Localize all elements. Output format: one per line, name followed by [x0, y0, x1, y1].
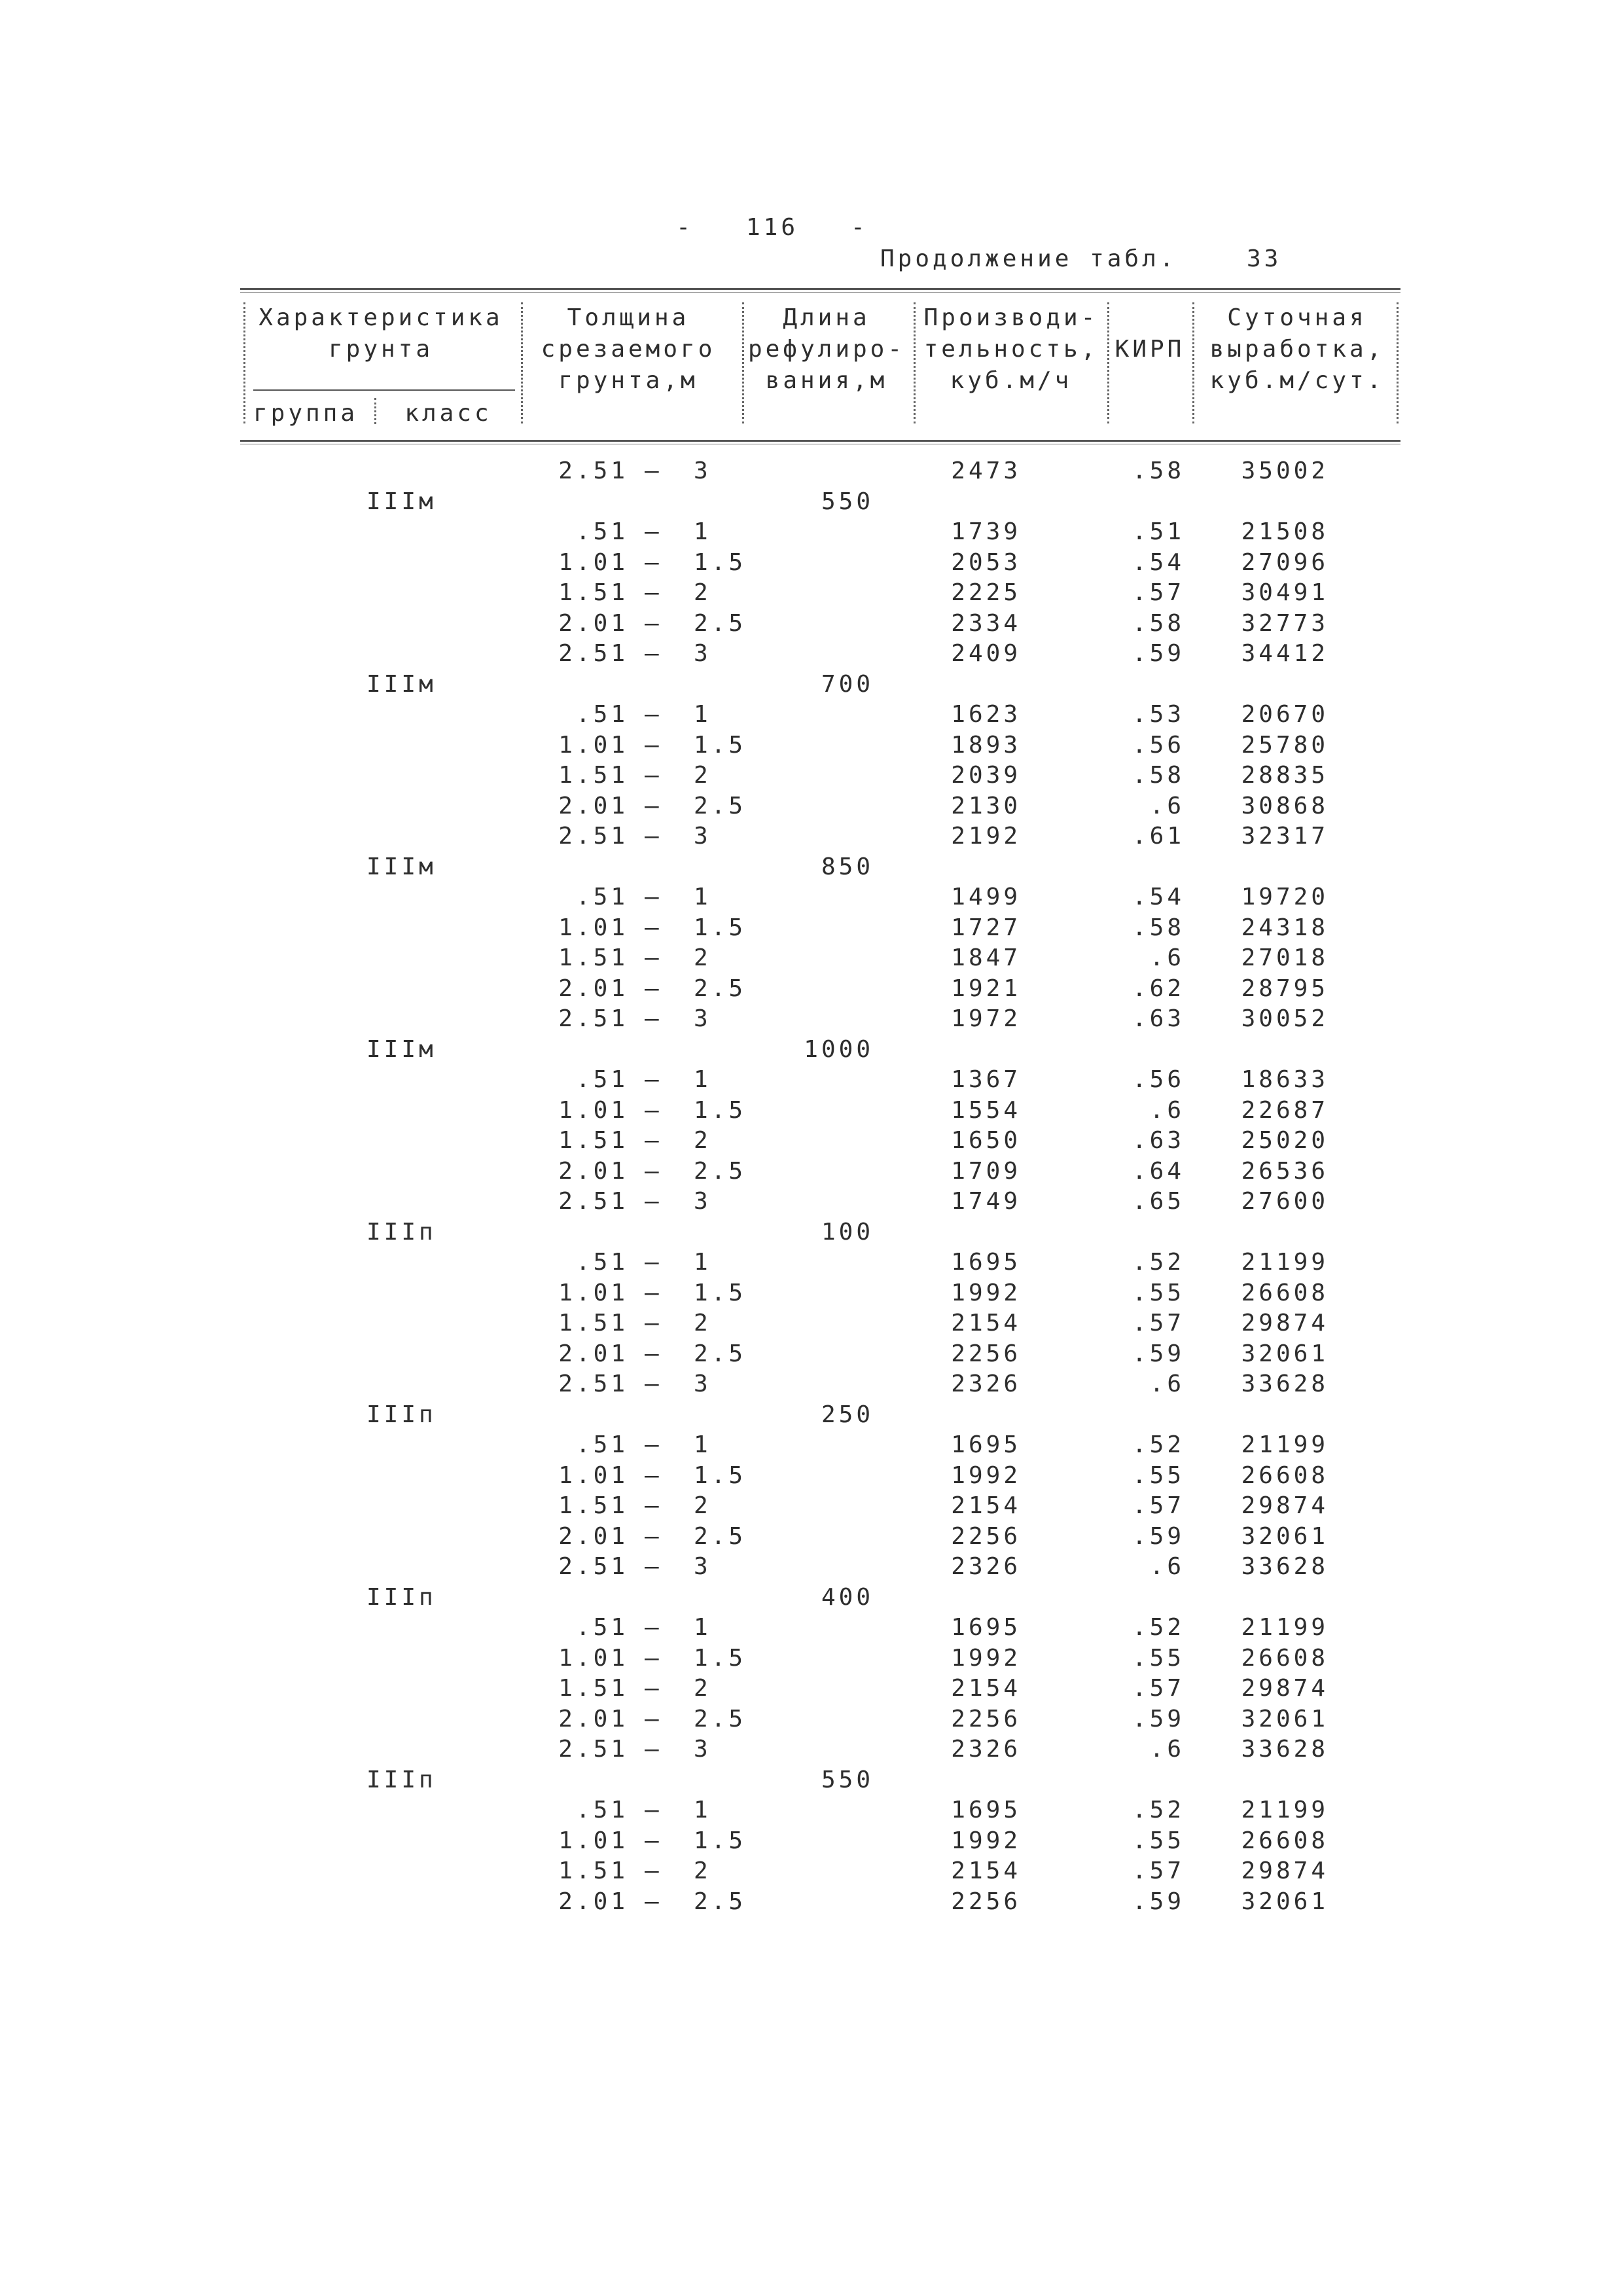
kirp-value: .6: [1149, 1553, 1185, 1580]
thickness-from: 2.51: [558, 1005, 628, 1032]
productivity-value: 2326: [951, 1371, 1021, 1397]
daily-output-value: 25780: [1241, 731, 1329, 759]
productivity-value: 1992: [951, 1827, 1021, 1854]
thickness-to: 2: [694, 579, 711, 606]
thickness-to: 2.5: [694, 1157, 747, 1185]
daily-output-value: 32773: [1241, 609, 1329, 637]
table-continuation-label: Продолжение табл.: [880, 245, 1177, 272]
thickness-to: 3: [694, 640, 711, 667]
productivity-value: 2053: [951, 548, 1021, 576]
range-dash: –: [645, 1096, 662, 1124]
refulation-length: 400: [821, 1583, 874, 1611]
range-dash: –: [645, 1797, 662, 1823]
daily-output-value: 26608: [1241, 1644, 1329, 1672]
thickness-to: 1.5: [694, 1827, 747, 1854]
daily-output-value: 26608: [1241, 1462, 1329, 1489]
daily-output-value: 32061: [1241, 1705, 1329, 1732]
thickness-to: 1.5: [694, 548, 747, 576]
kirp-value: .57: [1132, 1310, 1185, 1336]
daily-output-value: 21199: [1241, 1249, 1329, 1276]
productivity-value: 1650: [951, 1127, 1021, 1154]
range-dash: –: [645, 548, 662, 576]
header-productivity-line3: куб.м/ч: [950, 367, 1073, 394]
refulation-length: 550: [821, 1766, 874, 1793]
column-divider: [1107, 302, 1109, 423]
productivity-value: 1972: [951, 1005, 1021, 1032]
daily-output-value: 25020: [1241, 1127, 1329, 1154]
thickness-from: 1.01: [558, 1827, 628, 1854]
productivity-value: 1992: [951, 1644, 1021, 1672]
kirp-value: .55: [1132, 1279, 1185, 1306]
productivity-value: 1739: [951, 518, 1021, 545]
productivity-value: 2154: [951, 1857, 1021, 1884]
thickness-from: 2.51: [558, 1188, 628, 1215]
range-dash: –: [645, 1127, 662, 1154]
soil-class-label: IIIп: [366, 1583, 437, 1611]
kirp-value: .55: [1132, 1644, 1185, 1672]
header-productivity-line2: тельность,: [923, 336, 1099, 363]
thickness-to: 2.5: [694, 1340, 747, 1367]
daily-output-value: 27600: [1241, 1188, 1329, 1215]
thickness-to: 1.5: [694, 1096, 747, 1124]
daily-output-value: 26536: [1241, 1157, 1329, 1185]
thickness-from: 1.01: [558, 731, 628, 759]
header-group: группа: [253, 400, 359, 427]
thickness-from: 2.01: [558, 609, 628, 637]
thickness-from: 1.51: [558, 944, 628, 971]
range-dash: –: [645, 1644, 662, 1672]
thickness-from: .51: [575, 518, 628, 545]
header-top-rule: [240, 288, 1400, 290]
kirp-value: .57: [1132, 1857, 1185, 1884]
daily-output-value: 29874: [1241, 1492, 1329, 1519]
column-divider: [521, 302, 523, 423]
thickness-to: 3: [694, 1553, 711, 1580]
thickness-from: .51: [575, 1431, 628, 1458]
kirp-value: .6: [1149, 792, 1185, 819]
soil-class-label: IIIм: [366, 670, 437, 698]
header-length: Длина: [783, 304, 870, 331]
table-number: 33: [1247, 245, 1282, 272]
thickness-from: 1.01: [558, 1644, 628, 1672]
productivity-value: 1695: [951, 1431, 1021, 1458]
thickness-to: 2: [694, 762, 711, 789]
productivity-value: 2409: [951, 640, 1021, 667]
thickness-from: 1.51: [558, 1675, 628, 1702]
thickness-from: 1.01: [558, 548, 628, 576]
kirp-value: .56: [1132, 731, 1185, 759]
thickness-to: 2.5: [694, 1522, 747, 1550]
kirp-value: .58: [1132, 609, 1185, 637]
thickness-to: 1.5: [694, 1462, 747, 1489]
thickness-from: 1.01: [558, 914, 628, 941]
productivity-value: 2256: [951, 1522, 1021, 1550]
kirp-value: .52: [1132, 1614, 1185, 1641]
thickness-from: 2.01: [558, 1888, 628, 1915]
range-dash: –: [645, 518, 662, 545]
thickness-from: 1.51: [558, 1492, 628, 1519]
productivity-value: 2326: [951, 1553, 1021, 1580]
kirp-value: .63: [1132, 1127, 1185, 1154]
range-dash: –: [645, 823, 662, 850]
refulation-length: 1000: [804, 1035, 874, 1063]
thickness-from: 1.01: [558, 1462, 628, 1489]
header-characteristic-line2: грунта: [328, 336, 434, 363]
group-class-divider: [374, 398, 376, 424]
thickness-to: 1: [694, 1249, 711, 1276]
kirp-value: .57: [1132, 579, 1185, 606]
kirp-value: .6: [1149, 1736, 1185, 1763]
header-characteristic: Характеристика: [259, 304, 503, 331]
daily-output-value: 29874: [1241, 1675, 1329, 1702]
productivity-value: 2039: [951, 762, 1021, 789]
page-number: - 116 -: [676, 214, 868, 241]
thickness-from: 2.51: [558, 1371, 628, 1397]
soil-class-label: IIIп: [366, 1218, 437, 1246]
range-dash: –: [645, 1066, 662, 1093]
range-dash: –: [645, 1249, 662, 1276]
thickness-to: 2: [694, 944, 711, 971]
productivity-value: 2326: [951, 1736, 1021, 1763]
range-dash: –: [645, 701, 662, 728]
column-divider: [1397, 302, 1399, 423]
range-dash: –: [645, 1857, 662, 1884]
thickness-to: 2: [694, 1492, 711, 1519]
daily-output-value: 19720: [1241, 884, 1329, 910]
daily-output-value: 35002: [1241, 457, 1329, 484]
productivity-value: 2256: [951, 1705, 1021, 1732]
thickness-from: 2.01: [558, 1522, 628, 1550]
thickness-to: 3: [694, 1371, 711, 1397]
thickness-to: 1: [694, 1066, 711, 1093]
productivity-value: 1749: [951, 1188, 1021, 1215]
productivity-value: 1992: [951, 1279, 1021, 1306]
kirp-value: .59: [1132, 1705, 1185, 1732]
kirp-value: .54: [1132, 548, 1185, 576]
thickness-to: 1: [694, 701, 711, 728]
daily-output-value: 32061: [1241, 1522, 1329, 1550]
range-dash: –: [645, 579, 662, 606]
soil-class-label: IIIм: [366, 488, 437, 515]
productivity-value: 2473: [951, 457, 1021, 484]
thickness-from: 2.51: [558, 1553, 628, 1580]
header-class: класс: [404, 400, 492, 427]
header-top-rule-thin: [240, 292, 1400, 293]
productivity-value: 1499: [951, 884, 1021, 910]
daily-output-value: 20670: [1241, 701, 1329, 728]
range-dash: –: [645, 731, 662, 759]
range-dash: –: [645, 609, 662, 637]
thickness-from: .51: [575, 1797, 628, 1823]
thickness-to: 3: [694, 823, 711, 850]
kirp-value: .63: [1132, 1005, 1185, 1032]
kirp-value: .62: [1132, 975, 1185, 1002]
thickness-from: .51: [575, 1249, 628, 1276]
range-dash: –: [645, 884, 662, 910]
refulation-length: 700: [821, 670, 874, 698]
range-dash: –: [645, 914, 662, 941]
daily-output-value: 24318: [1241, 914, 1329, 941]
productivity-value: 1709: [951, 1157, 1021, 1185]
thickness-from: 2.01: [558, 1340, 628, 1367]
daily-output-value: 21508: [1241, 518, 1329, 545]
kirp-value: .58: [1132, 457, 1185, 484]
kirp-value: .56: [1132, 1066, 1185, 1093]
thickness-to: 2: [694, 1310, 711, 1336]
daily-output-value: 29874: [1241, 1310, 1329, 1336]
header-thickness-line2: срезаемого: [541, 336, 716, 363]
kirp-value: .64: [1132, 1157, 1185, 1185]
range-dash: –: [645, 1462, 662, 1489]
thickness-to: 2.5: [694, 1888, 747, 1915]
thickness-to: 1.5: [694, 1279, 747, 1306]
range-dash: –: [645, 1553, 662, 1580]
soil-class-label: IIIм: [366, 853, 437, 880]
header-daily-output-line2: выработка,: [1209, 336, 1385, 363]
productivity-value: 2154: [951, 1310, 1021, 1336]
thickness-from: 1.51: [558, 1310, 628, 1336]
daily-output-value: 32061: [1241, 1888, 1329, 1915]
range-dash: –: [645, 1888, 662, 1915]
daily-output-value: 34412: [1241, 640, 1329, 667]
daily-output-value: 22687: [1241, 1096, 1329, 1124]
productivity-value: 1847: [951, 944, 1021, 971]
range-dash: –: [645, 1736, 662, 1763]
productivity-value: 1695: [951, 1249, 1021, 1276]
range-dash: –: [645, 1827, 662, 1854]
thickness-to: 1: [694, 518, 711, 545]
range-dash: –: [645, 792, 662, 819]
thickness-from: 2.01: [558, 1157, 628, 1185]
kirp-value: .59: [1132, 1340, 1185, 1367]
thickness-from: 1.01: [558, 1096, 628, 1124]
kirp-value: .6: [1149, 944, 1185, 971]
kirp-value: .59: [1132, 1888, 1185, 1915]
kirp-value: .59: [1132, 1522, 1185, 1550]
refulation-length: 250: [821, 1401, 874, 1428]
header-length-line3: вания,м: [765, 367, 888, 394]
productivity-value: 1992: [951, 1462, 1021, 1489]
range-dash: –: [645, 1522, 662, 1550]
kirp-value: .52: [1132, 1431, 1185, 1458]
range-dash: –: [645, 1340, 662, 1367]
daily-output-value: 32061: [1241, 1340, 1329, 1367]
daily-output-value: 33628: [1241, 1371, 1329, 1397]
thickness-to: 2: [694, 1127, 711, 1154]
thickness-from: 1.51: [558, 1857, 628, 1884]
header-daily-output: Суточная: [1227, 304, 1367, 331]
daily-output-value: 30868: [1241, 792, 1329, 819]
kirp-value: .65: [1132, 1188, 1185, 1215]
daily-output-value: 26608: [1241, 1279, 1329, 1306]
thickness-to: 1.5: [694, 914, 747, 941]
kirp-value: .51: [1132, 518, 1185, 545]
kirp-value: .59: [1132, 640, 1185, 667]
productivity-value: 2130: [951, 792, 1021, 819]
thickness-to: 3: [694, 1005, 711, 1032]
char-subheader-rule: [253, 389, 515, 391]
thickness-to: 1.5: [694, 731, 747, 759]
thickness-to: 3: [694, 457, 711, 484]
kirp-value: .55: [1132, 1827, 1185, 1854]
daily-output-value: 26608: [1241, 1827, 1329, 1854]
thickness-from: 2.51: [558, 457, 628, 484]
range-dash: –: [645, 1157, 662, 1185]
thickness-from: 2.01: [558, 975, 628, 1002]
header-thickness: Толщина: [567, 304, 690, 331]
productivity-value: 2334: [951, 609, 1021, 637]
daily-output-value: 27018: [1241, 944, 1329, 971]
refulation-length: 850: [821, 853, 874, 880]
daily-output-value: 33628: [1241, 1553, 1329, 1580]
kirp-value: .58: [1132, 762, 1185, 789]
range-dash: –: [645, 1371, 662, 1397]
daily-output-value: 21199: [1241, 1797, 1329, 1823]
thickness-from: 1.51: [558, 762, 628, 789]
thickness-to: 2: [694, 1675, 711, 1702]
range-dash: –: [645, 762, 662, 789]
thickness-from: 1.01: [558, 1279, 628, 1306]
thickness-to: 2: [694, 1857, 711, 1884]
thickness-from: .51: [575, 701, 628, 728]
range-dash: –: [645, 1188, 662, 1215]
thickness-from: 1.51: [558, 1127, 628, 1154]
kirp-value: .53: [1132, 701, 1185, 728]
thickness-from: 2.51: [558, 823, 628, 850]
kirp-value: .58: [1132, 914, 1185, 941]
header-thickness-line3: грунта,м: [558, 367, 698, 394]
thickness-to: 2.5: [694, 975, 747, 1002]
daily-output-value: 18633: [1241, 1066, 1329, 1093]
thickness-from: .51: [575, 884, 628, 910]
range-dash: –: [645, 1705, 662, 1732]
header-daily-output-line3: куб.м/сут.: [1209, 367, 1385, 394]
productivity-value: 2192: [951, 823, 1021, 850]
column-divider: [742, 302, 744, 423]
daily-output-value: 33628: [1241, 1736, 1329, 1763]
thickness-from: .51: [575, 1066, 628, 1093]
kirp-value: .52: [1132, 1797, 1185, 1823]
productivity-value: 1921: [951, 975, 1021, 1002]
kirp-value: .6: [1149, 1096, 1185, 1124]
daily-output-value: 29874: [1241, 1857, 1329, 1884]
daily-output-value: 30052: [1241, 1005, 1329, 1032]
productivity-value: 1554: [951, 1096, 1021, 1124]
header-kirp: КИРП: [1115, 336, 1185, 363]
range-dash: –: [645, 1431, 662, 1458]
range-dash: –: [645, 1279, 662, 1306]
daily-output-value: 21199: [1241, 1431, 1329, 1458]
range-dash: –: [645, 640, 662, 667]
thickness-from: 2.01: [558, 792, 628, 819]
range-dash: –: [645, 1005, 662, 1032]
thickness-to: 1.5: [694, 1644, 747, 1672]
column-divider: [914, 302, 916, 423]
range-dash: –: [645, 1675, 662, 1702]
range-dash: –: [645, 1614, 662, 1641]
header-bottom-rule: [240, 440, 1400, 442]
daily-output-value: 28795: [1241, 975, 1329, 1002]
daily-output-value: 27096: [1241, 548, 1329, 576]
range-dash: –: [645, 944, 662, 971]
thickness-from: .51: [575, 1614, 628, 1641]
productivity-value: 1695: [951, 1614, 1021, 1641]
productivity-value: 2225: [951, 579, 1021, 606]
thickness-to: 3: [694, 1188, 711, 1215]
header-productivity: Производи-: [923, 304, 1099, 331]
range-dash: –: [645, 1492, 662, 1519]
range-dash: –: [645, 457, 662, 484]
soil-class-label: IIIм: [366, 1035, 437, 1063]
productivity-value: 1367: [951, 1066, 1021, 1093]
thickness-to: 1: [694, 1797, 711, 1823]
thickness-to: 1: [694, 1431, 711, 1458]
refulation-length: 100: [821, 1218, 874, 1246]
thickness-to: 2.5: [694, 792, 747, 819]
productivity-value: 1695: [951, 1797, 1021, 1823]
thickness-to: 3: [694, 1736, 711, 1763]
kirp-value: .54: [1132, 884, 1185, 910]
refulation-length: 550: [821, 488, 874, 515]
kirp-value: .57: [1132, 1675, 1185, 1702]
kirp-value: .52: [1132, 1249, 1185, 1276]
column-divider: [1192, 302, 1194, 423]
thickness-from: 2.51: [558, 1736, 628, 1763]
kirp-value: .61: [1132, 823, 1185, 850]
daily-output-value: 30491: [1241, 579, 1329, 606]
kirp-value: .55: [1132, 1462, 1185, 1489]
thickness-from: 2.01: [558, 1705, 628, 1732]
kirp-value: .57: [1132, 1492, 1185, 1519]
productivity-value: 2154: [951, 1675, 1021, 1702]
daily-output-value: 32317: [1241, 823, 1329, 850]
productivity-value: 1893: [951, 731, 1021, 759]
productivity-value: 2256: [951, 1340, 1021, 1367]
range-dash: –: [645, 975, 662, 1002]
productivity-value: 2256: [951, 1888, 1021, 1915]
soil-class-label: IIIп: [366, 1401, 437, 1428]
range-dash: –: [645, 1310, 662, 1336]
header-length-line2: рефулиро-: [747, 336, 906, 363]
thickness-from: 1.51: [558, 579, 628, 606]
kirp-value: .6: [1149, 1371, 1185, 1397]
thickness-to: 2.5: [694, 609, 747, 637]
daily-output-value: 21199: [1241, 1614, 1329, 1641]
soil-class-label: IIIп: [366, 1766, 437, 1793]
productivity-value: 1623: [951, 701, 1021, 728]
thickness-to: 1: [694, 884, 711, 910]
daily-output-value: 28835: [1241, 762, 1329, 789]
thickness-to: 1: [694, 1614, 711, 1641]
thickness-from: 2.51: [558, 640, 628, 667]
productivity-value: 1727: [951, 914, 1021, 941]
productivity-value: 2154: [951, 1492, 1021, 1519]
thickness-to: 2.5: [694, 1705, 747, 1732]
